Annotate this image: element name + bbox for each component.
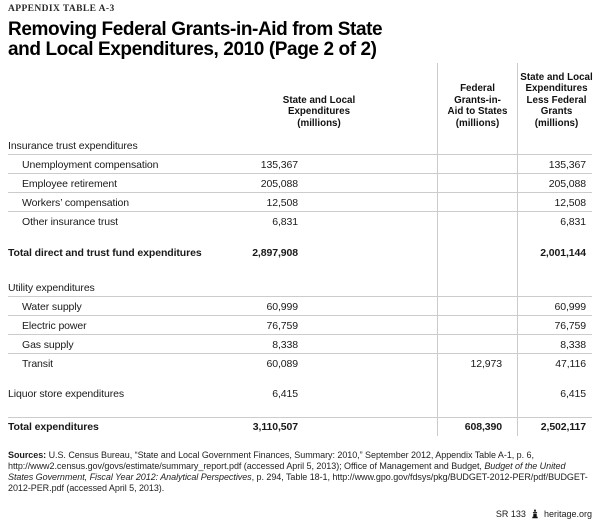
column-header-federal-grants [439, 62, 516, 129]
cell-v1: 205,088 [260, 177, 298, 190]
row-spacer [0, 262, 600, 282]
column-header-line: Aid to States [447, 106, 508, 117]
row-label: Transit [22, 357, 54, 370]
row-label: Other insurance trust [22, 215, 118, 228]
cell-v1: 3,110,507 [252, 420, 298, 433]
column-header-line: (millions) [297, 117, 341, 129]
column-header-line: Federal [460, 83, 495, 94]
heritage-logo-icon [530, 509, 540, 519]
row-label: Insurance trust expenditures [8, 140, 138, 152]
section-row [0, 282, 600, 297]
column-header-line: Grants-in- [454, 94, 501, 106]
row-label: Water supply [22, 300, 82, 313]
cell-v1: 6,831 [272, 215, 298, 228]
row-label: Total expenditures [8, 420, 99, 433]
site-url: heritage.org [543, 509, 592, 519]
row-label: Utility expenditures [8, 282, 95, 294]
cell-v1: 135,367 [260, 158, 298, 171]
column-header-line: State and Local [282, 94, 356, 106]
column-header-line: Grants [540, 106, 573, 117]
cell-v3: 60,999 [554, 300, 586, 313]
detail-row [0, 193, 600, 212]
row-label: Liquor store expenditures [8, 387, 124, 400]
page-title-line1: Removing Federal Grants-in-Aid from State [8, 19, 383, 40]
cell-v3: 47,116 [555, 357, 586, 370]
row-spacer [0, 373, 600, 384]
column-header-line: Expenditures [287, 106, 351, 117]
sources-segment: Sources: [8, 450, 47, 460]
cell-v3: 8,338 [560, 338, 586, 351]
column-header-expenditures-less-grants [519, 62, 594, 129]
section-row [0, 140, 600, 155]
detail-row [0, 316, 600, 335]
cell-v3: 2,001,144 [540, 246, 586, 259]
detail-row [0, 212, 600, 231]
cell-v3: 135,367 [548, 158, 586, 171]
cell-v1: 76,759 [266, 319, 298, 332]
column-header-line: State and Local [520, 71, 593, 83]
detail-row [0, 354, 600, 373]
cell-v2: 12,973 [470, 357, 502, 370]
page-footer [496, 509, 592, 519]
column-header-state-local-expenditures [240, 62, 398, 129]
row-spacer [0, 403, 600, 417]
row-rule [8, 417, 592, 418]
total-row [0, 243, 600, 262]
sources-segment: Budget of the United States Government, Fiscal Year 2012: Analytical Perspectives [8, 461, 566, 482]
cell-v3: 76,759 [554, 319, 586, 332]
report-id: SR 133 [495, 509, 526, 519]
column-header-line: (millions) [534, 117, 579, 129]
detail-row [0, 155, 600, 174]
page-title [8, 20, 382, 60]
cell-v3: 2,502,117 [540, 420, 586, 433]
plain-row [0, 384, 600, 403]
sources-segment: U.S. Census Bureau, “State and Local Government Finances, Summary: 2010,” September 2012, Appendix Table A-1, p. 6, http://www2.census.gov/govs/estimate/summary_report.pdf (accessed April 5, 2013); Office of Management and Budget, [8, 450, 534, 471]
cell-v3: 6,415 [560, 387, 586, 400]
detail-row [0, 335, 600, 354]
row-label: Employee retirement [22, 177, 117, 190]
cell-v3: 6,831 [560, 215, 586, 228]
row-spacer [0, 231, 600, 243]
page-title-line2: and Local Expenditures, 2010 (Page 2 of 2) [8, 39, 377, 60]
row-label: Gas supply [22, 338, 74, 351]
cell-v1: 60,089 [266, 357, 298, 370]
sources-segment: , p. 294, Table 18-1, http://www.gpo.gov/fdsys/pkg/BUDGET-2012-PER/pdf/BUDGET-2012-PER.pdf (accessed April 5, 2013). [8, 472, 588, 493]
row-label: Total direct and trust fund expenditures [8, 246, 202, 259]
cell-v1: 6,415 [272, 387, 298, 400]
sources-note [8, 450, 588, 494]
column-header-line: (millions) [455, 117, 500, 129]
row-label: Electric power [22, 319, 87, 332]
cell-v1: 2,897,908 [252, 246, 298, 259]
cell-v1: 60,999 [266, 300, 298, 313]
cell-v1: 12,508 [266, 196, 298, 209]
table-body [0, 140, 600, 436]
row-label: Workers’ compensation [22, 196, 130, 209]
cell-v1: 8,338 [272, 338, 298, 351]
cell-v3: 205,088 [548, 177, 586, 190]
column-header-line: Expenditures [525, 83, 588, 94]
total-row [0, 417, 600, 436]
column-header-line: Less Federal [526, 94, 587, 106]
table-eyebrow: APPENDIX TABLE A-3 [8, 4, 115, 14]
detail-row [0, 174, 600, 193]
row-label: Unemployment compensation [22, 158, 159, 171]
cell-v2: 608,390 [464, 420, 502, 433]
detail-row [0, 297, 600, 316]
cell-v3: 12,508 [554, 196, 586, 209]
